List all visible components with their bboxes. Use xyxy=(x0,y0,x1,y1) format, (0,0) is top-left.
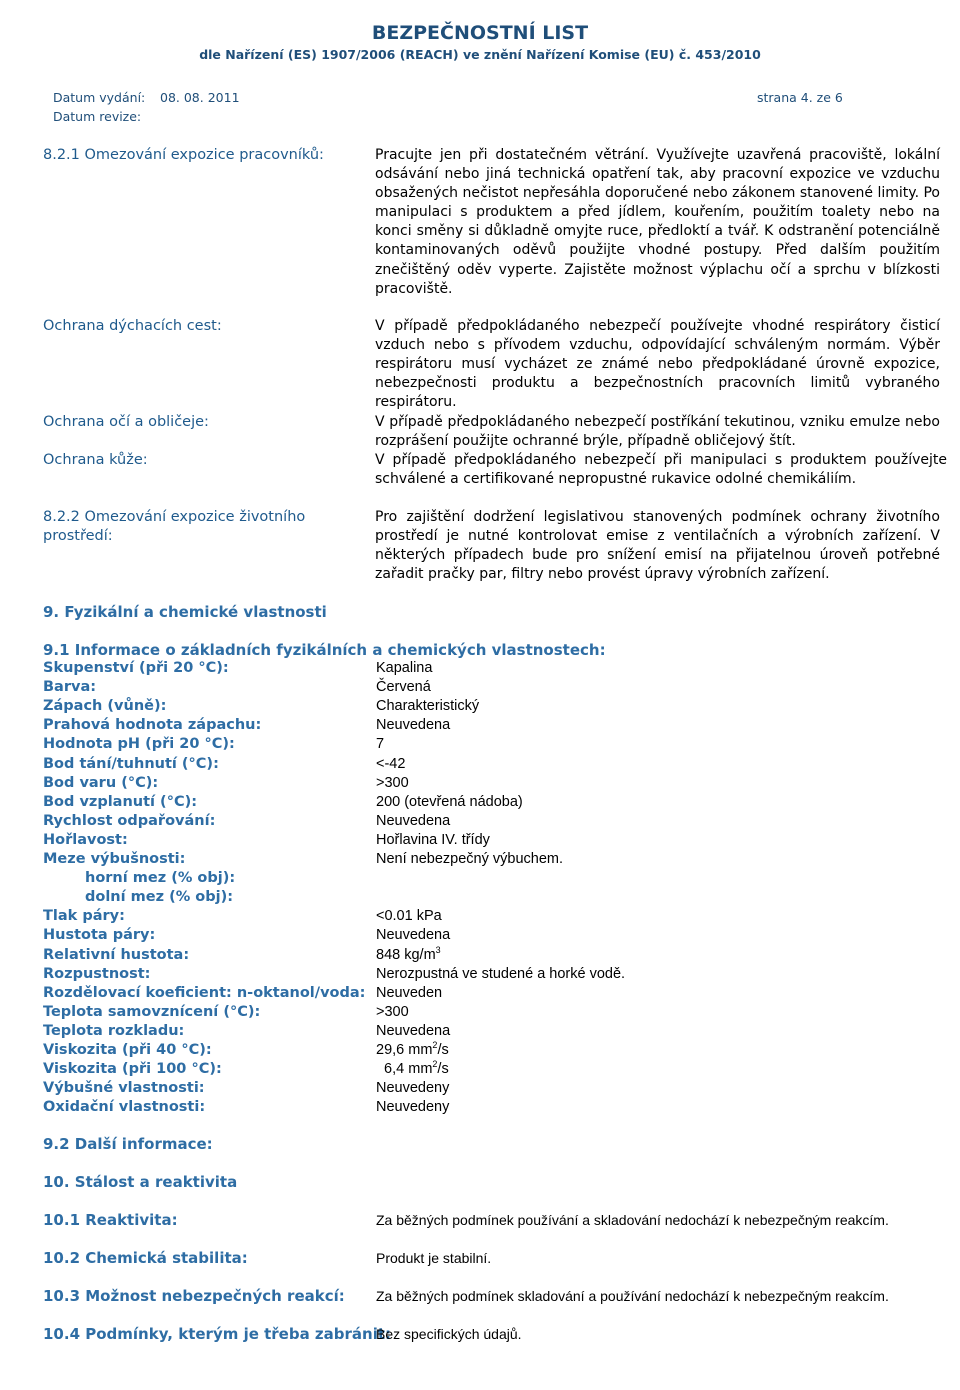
property-value xyxy=(376,660,432,676)
property-value-unit: /s xyxy=(437,1042,449,1058)
property-value xyxy=(376,698,479,714)
property-value-text: Nerozpustná ve studené a horké vodě. xyxy=(376,965,626,982)
property-value-text: Neuvedena xyxy=(376,812,451,829)
stability-label: 10.3 Možnost nebezpečných reakcí: xyxy=(43,1287,345,1305)
stability-value: Za běžných podmínek skladování a používání nedochází k nebezpečným reakcím. xyxy=(376,1288,889,1304)
property-value-text: <-42 xyxy=(376,755,406,772)
property-value xyxy=(376,908,442,924)
property-value xyxy=(376,1080,449,1096)
stability-label: 10.2 Chemická stabilita: xyxy=(43,1249,248,1267)
property-value-text: Neuvedena xyxy=(376,1022,451,1039)
property-value-text: Neuvedeny xyxy=(376,1099,450,1116)
environment-exposure-label-2: prostředí: xyxy=(43,528,113,544)
property-value xyxy=(376,985,442,1001)
property-value xyxy=(376,794,523,810)
section-9-1-title: 9.1 Informace o základních fyzikálních a chemických vlastnostech: xyxy=(43,641,606,659)
property-value xyxy=(376,927,450,943)
respiratory-protection-text: V případě předpokládaného nebezpečí používejte vhodné respirátory čisticí vzduch nebo s přívodem vzduchu, odpovídající schváleným normám. Výběr respirátoru musí vycházet ze známé nebo předpokládané úrovně expozice, nebezpečnosti produktu a bezpečnostních pracovních limitů vybraného respirátoru. xyxy=(375,318,940,411)
property-label: Bod varu (°C): xyxy=(43,774,159,791)
property-value-text: Hořlavina IV. třídy xyxy=(376,831,490,848)
property-label: Skupenství (při 20 °C): xyxy=(43,660,229,676)
property-value xyxy=(376,1023,450,1039)
property-label: Relativní hustota: xyxy=(43,946,190,963)
property-label: Teplota rozkladu: xyxy=(43,1022,185,1039)
property-value xyxy=(376,1042,449,1058)
environment-exposure-text: Pro zajištění dodržení legislativou stanovených podmínek ochrany životního prostředí je nutné kontrolovat emise z ventilačních a výrobních zařízení. V některých případech bude pro snížení emisí na přijatelnou úroveň potřebné zařadit pračky par, filtry nebo provést úpravy výrobních zařízení. xyxy=(375,509,940,583)
revision-date-label: Datum revize: xyxy=(53,109,142,124)
property-label: Prahová hodnota zápachu: xyxy=(43,717,262,734)
property-value-text: >300 xyxy=(376,1003,409,1020)
property-label: Hustota páry: xyxy=(43,927,156,944)
stability-value: Bez specifických údajů. xyxy=(376,1326,522,1342)
property-value xyxy=(376,1004,409,1020)
property-value-text: Není nebezpečný výbuchem. xyxy=(376,851,563,867)
issue-date: 08. 08. 2011 xyxy=(160,90,240,105)
property-label: Zápach (vůně): xyxy=(43,698,167,715)
property-value-text: Neuveden xyxy=(376,984,443,1001)
property-label: Viskozita (při 40 °C): xyxy=(43,1042,212,1058)
property-value-text: 848 kg/m xyxy=(376,946,436,963)
skin-protection-text: V případě předpokládaného nebezpečí při manipulaci s produktem používejte schválené a certifikované nepropustné rukavice odolné chemikáliím. xyxy=(375,452,947,488)
property-value xyxy=(376,679,431,695)
property-value xyxy=(376,1099,449,1115)
stability-value: Za běžných podmínek používání a skladování nedochází k nebezpečným reakcím. xyxy=(376,1212,889,1228)
property-value-text: >300 xyxy=(376,774,409,791)
stability-label: 10.4 Podmínky, kterým je třeba zabránit: xyxy=(43,1325,392,1343)
section-9-title: 9. Fyzikální a chemické vlastnosti xyxy=(43,603,327,621)
section-10-title: 10. Stálost a reaktivita xyxy=(43,1173,238,1191)
property-label: Hořlavost: xyxy=(43,831,128,848)
property-value-text: Červená xyxy=(376,679,431,696)
page-number: strana 4. ze 6 xyxy=(757,90,843,105)
property-value-text: 29,6 mm xyxy=(376,1042,433,1058)
skin-protection-label: Ochrana kůže: xyxy=(43,452,148,468)
property-label: Bod tání/tuhnutí (°C): xyxy=(43,755,219,772)
property-value xyxy=(376,736,384,752)
property-value-text: 6,4 mm xyxy=(376,1061,433,1078)
property-label: Barva: xyxy=(43,679,97,696)
property-value-text: Kapalina xyxy=(376,660,433,676)
exposure-workers-label: 8.2.1 Omezování expozice pracovníků: xyxy=(43,147,324,163)
property-value xyxy=(376,775,409,791)
property-value xyxy=(376,944,441,963)
property-label: Meze výbušnosti: xyxy=(43,851,186,867)
exposure-workers-text: Pracujte jen při dostatečném větrání. Využívejte uzavřená pracoviště, lokální odsávání nebo jiná technická opatření tak, aby pracovní expozice ve vzduchu obsažených nečistot nepřesáhla doporučené nebo zákonem stanovené limity. Po manipulaci s produktem a před jídlem, kouřením, použitím toalety nebo na konci směny si důkladně omyjte ruce, předloktí a tvář. K odstranění potenciálně kontaminovaných oděvů použijte vhodné postupy. Před dalším použitím znečištěný oděv vyperte. Zajistěte možnost výplachu očí a sprchu v blízkosti pracoviště. xyxy=(375,147,940,297)
property-value-text: <0.01 kPa xyxy=(376,908,442,925)
property-value-superscript: 2 xyxy=(432,1059,438,1070)
property-label: dolní mez (% obj): xyxy=(85,889,234,906)
issue-date-label: Datum vydání: xyxy=(53,90,146,105)
property-value xyxy=(376,756,405,772)
property-value xyxy=(376,966,625,982)
property-label: Výbušné vlastnosti: xyxy=(43,1080,205,1097)
property-label: Rychlost odpařování: xyxy=(43,812,216,829)
property-label: Viskozita (při 100 °C): xyxy=(43,1061,222,1078)
property-value-text: Charakteristický xyxy=(376,698,480,715)
property-value-text: Neuvedeny xyxy=(376,1080,450,1097)
property-label: Oxidační vlastnosti: xyxy=(43,1099,206,1116)
property-label: horní mez (% obj): xyxy=(85,870,236,887)
property-value xyxy=(376,813,450,829)
environment-exposure-label: 8.2.2 Omezování expozice životního xyxy=(43,509,306,525)
eye-protection-text: V případě předpokládaného nebezpečí postříkání tekutinou, vzniku emulze nebo rozprášení použijte ochranné brýle, případně obličejový štít. xyxy=(375,414,940,450)
property-label: Rozpustnost: xyxy=(43,965,151,982)
property-value-text: 200 (otevřená nádoba) xyxy=(376,793,523,810)
eye-protection-label: Ochrana očí a obličeje: xyxy=(43,414,209,430)
property-value-text: Neuvedena xyxy=(376,927,451,944)
property-label: Teplota samovznícení (°C): xyxy=(43,1003,261,1020)
property-value-text: Neuvedena xyxy=(376,717,451,734)
property-label: Tlak páry: xyxy=(43,908,125,925)
property-value-superscript: 3 xyxy=(435,944,441,955)
property-label: Rozdělovací koeficient: n-oktanol/voda: xyxy=(43,984,366,1001)
document-subtitle: dle Nařízení (ES) 1907/2006 (REACH) ve znění Nařízení Komise (EU) č. 453/2010 xyxy=(199,47,761,62)
property-value xyxy=(376,851,563,867)
stability-label: 10.1 Reaktivita: xyxy=(43,1211,178,1229)
property-value xyxy=(376,1061,449,1077)
property-value xyxy=(376,717,450,733)
property-value-unit: /s xyxy=(437,1061,449,1078)
stability-value: Produkt je stabilní. xyxy=(376,1250,492,1266)
property-value xyxy=(376,832,490,848)
property-label: Hodnota pH (při 20 °C): xyxy=(43,736,235,753)
property-label: Bod vzplanutí (°C): xyxy=(43,793,198,810)
respiratory-protection-label: Ochrana dýchacích cest: xyxy=(43,318,222,334)
property-value-text: 7 xyxy=(376,736,385,753)
document-title: BEZPEČNOSTNÍ LIST xyxy=(371,22,589,44)
property-value-superscript: 2 xyxy=(432,1040,438,1051)
section-9-2-title: 9.2 Další informace: xyxy=(43,1135,213,1153)
